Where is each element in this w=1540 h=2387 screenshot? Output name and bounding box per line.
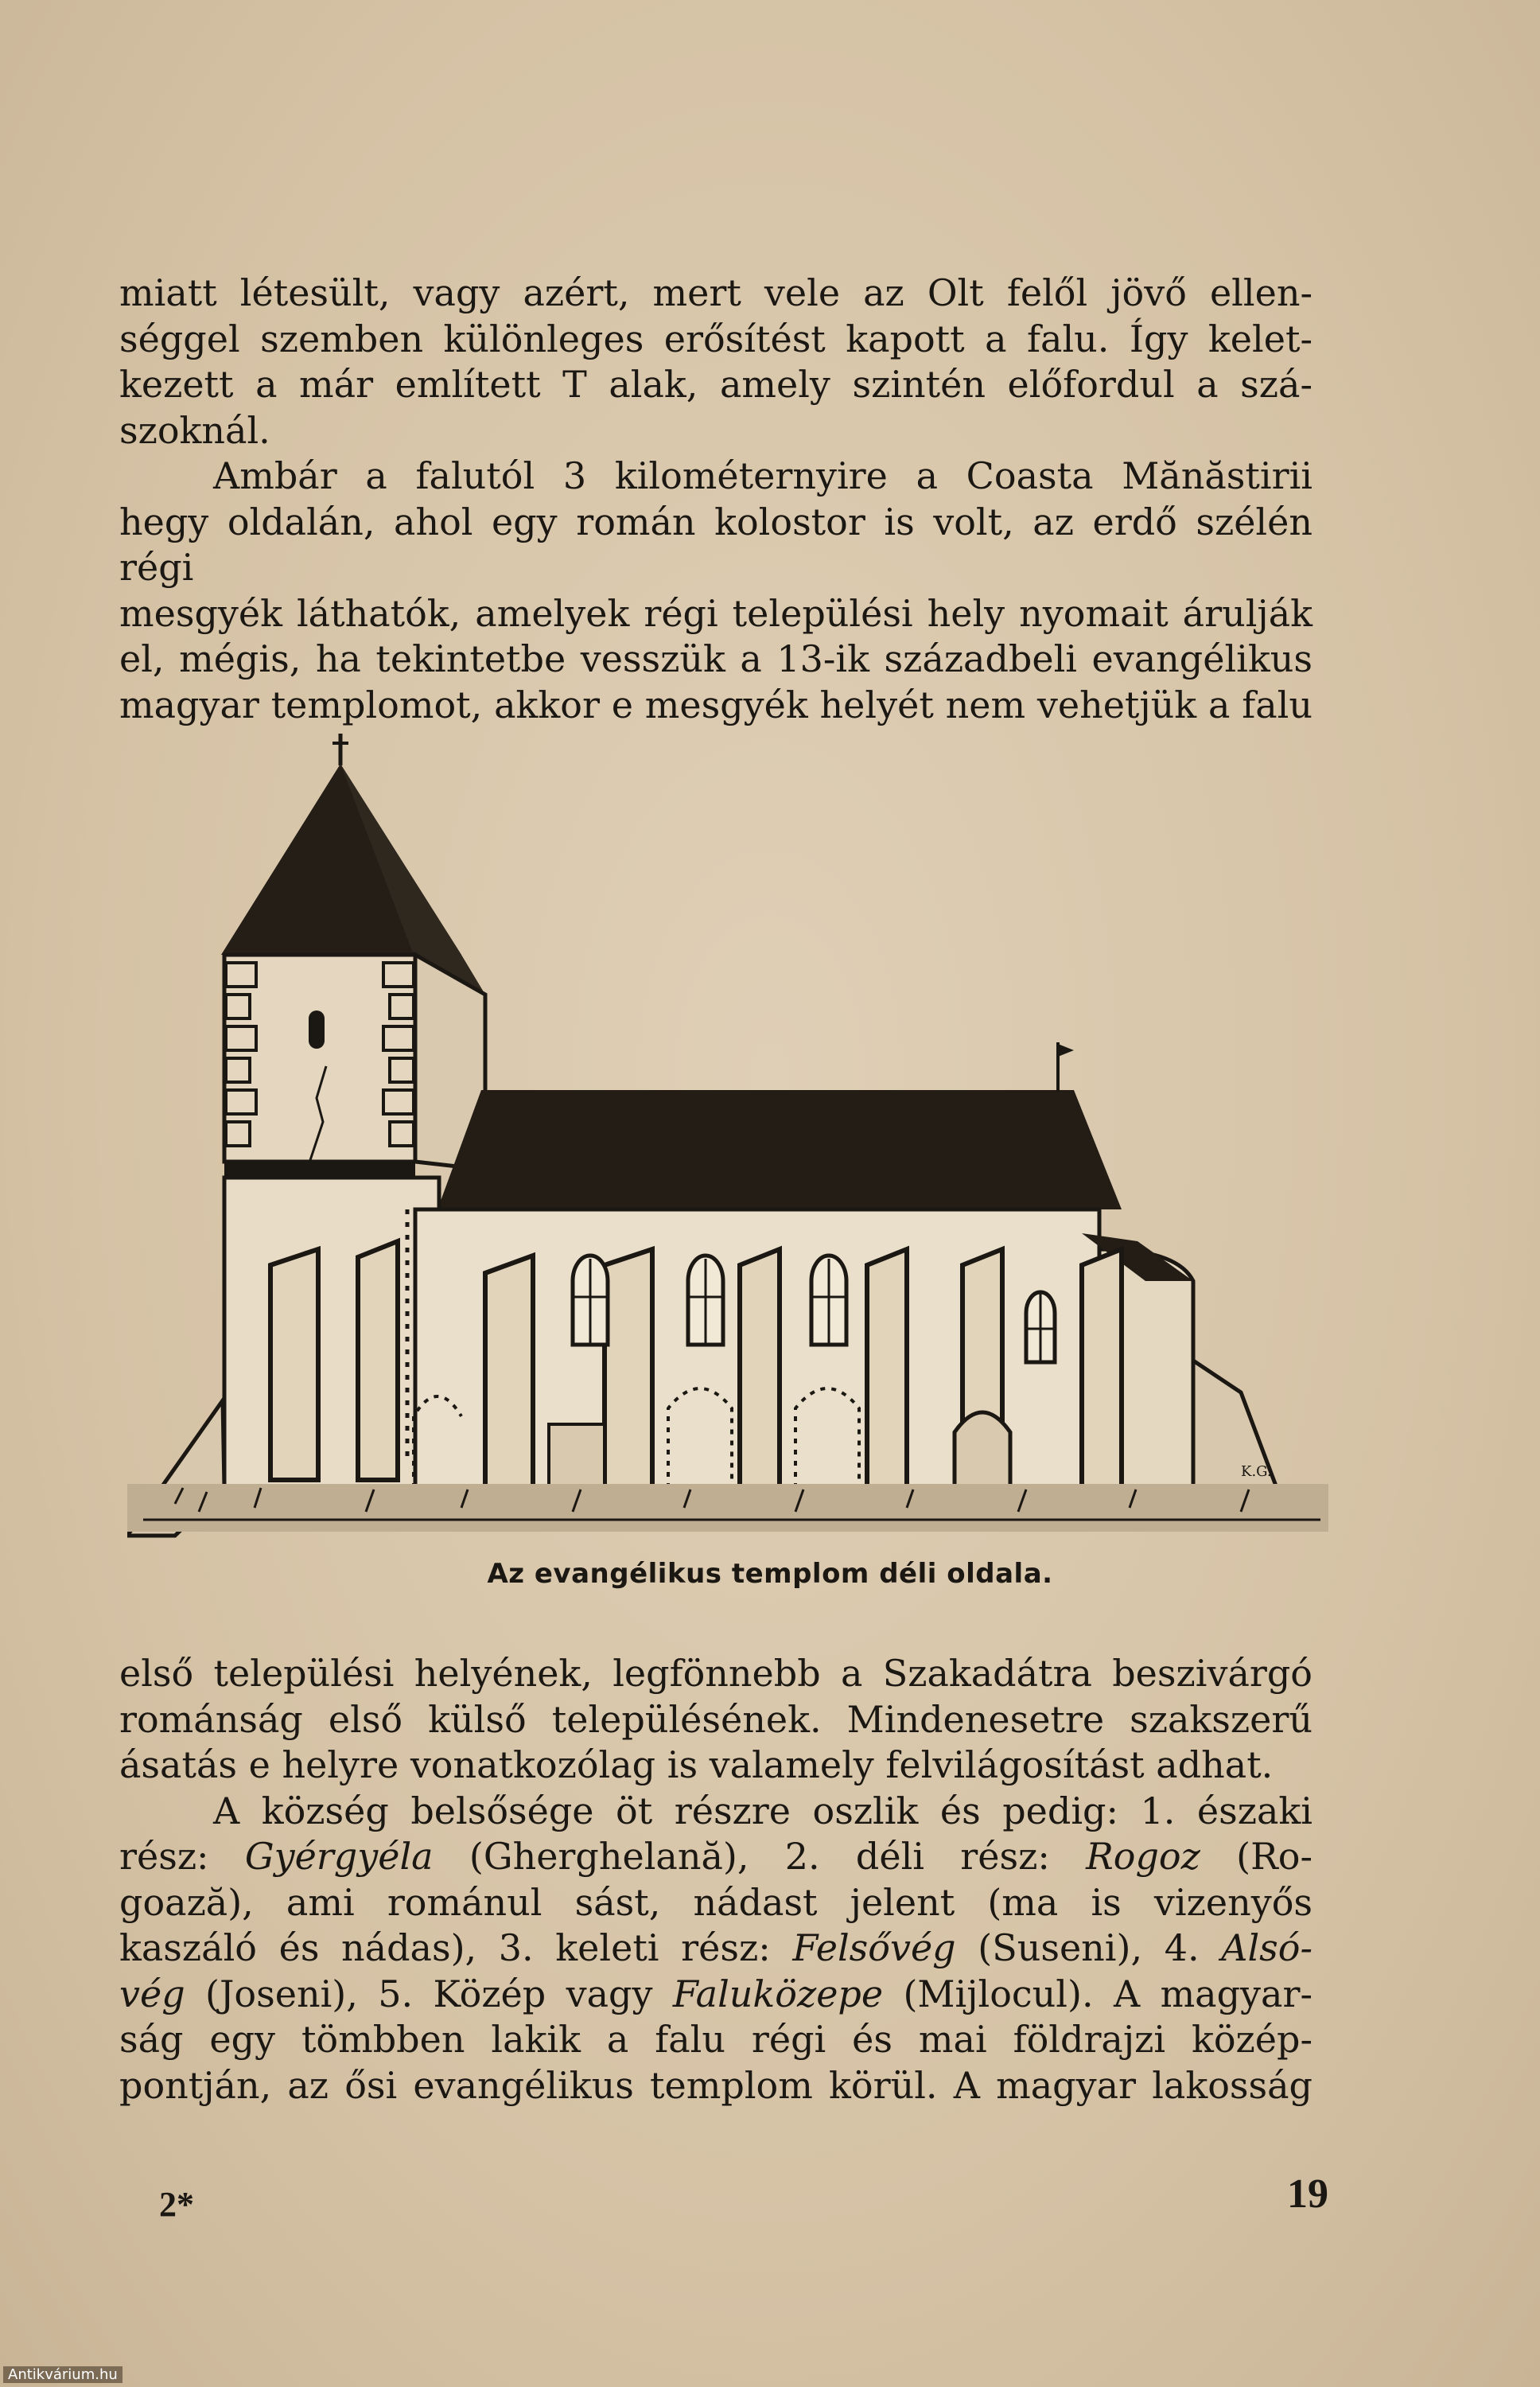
text-line: kezett a már említett T alak, amely szintén előfordul a szá- xyxy=(119,363,1312,406)
district-name: Faluközepe xyxy=(672,1972,884,2015)
text-span: (Joseni), 5. Közép vagy xyxy=(185,1972,673,2015)
text-line: goază), ami románul sást, nádast jelent (ma is vizenyős xyxy=(119,1880,1312,1924)
bottom-text-block xyxy=(119,1651,1312,2109)
text-line: miatt létesült, vagy azért, mert vele az Olt felől jövő ellen- xyxy=(119,271,1312,314)
watermark: Antikvárium.hu xyxy=(3,2366,122,2383)
text-line: magyar templomot, akkor e mesgyék helyét nem vehetjük a falu xyxy=(119,683,1312,726)
text-span: (Gherghelană), 2. déli rész: xyxy=(433,1835,1087,1878)
text-line xyxy=(119,1926,1312,1972)
text-span: (Ro- xyxy=(1200,1835,1312,1878)
district-name: vég xyxy=(119,1972,185,2015)
church-illustration xyxy=(127,724,1328,1544)
text-line: ásatás e helyre vonatkozólag is valamely felvilágosítást adhat. xyxy=(119,1743,1274,1786)
district-name: Gyérgyéla xyxy=(244,1835,434,1878)
text-span: rész: xyxy=(119,1835,245,1878)
text-line: Ambár a falutól 3 kilométernyire a Coasta Mănăstirii xyxy=(213,454,1312,497)
district-name: Felsővég xyxy=(792,1926,956,1969)
text-line: mesgyék láthatók, amelyek régi települési hely nyomait árulják xyxy=(119,591,1312,635)
artist-mark: K.G. xyxy=(1241,1463,1272,1480)
district-name: Alsó- xyxy=(1221,1926,1312,1969)
text-line: szoknál. xyxy=(119,408,270,452)
text-line: pontján, az ősi evangélikus templom körül. A magyar lakosság xyxy=(119,2063,1312,2107)
text-span: (Mijlocul). A magyar- xyxy=(883,1972,1312,2015)
text-line: A község belsősége öt részre oszlik és pedig: 1. északi xyxy=(213,1789,1312,1832)
top-text-block xyxy=(119,271,1312,728)
text-line: hegy oldalán, ahol egy román kolostor is volt, az erdő szélén régi xyxy=(119,500,1312,589)
text-line: ság egy tömbben lakik a falu régi és mai földrajzi közép- xyxy=(119,2018,1312,2061)
page-number: 19 xyxy=(1287,2171,1328,2217)
text-line: séggel szemben különleges erősítést kapott a falu. Így kelet- xyxy=(119,317,1312,360)
figure-caption: Az evangélikus templom déli oldala. xyxy=(487,1558,1053,1590)
text-span: (Suseni), 4. xyxy=(955,1926,1222,1969)
text-line xyxy=(119,1972,1312,2018)
signature-mark: 2* xyxy=(159,2185,194,2224)
text-line: első települési helyének, legfönnebb a Szakadátra beszivárgó xyxy=(119,1652,1312,1695)
text-span: kaszáló és nádas), 3. keleti rész: xyxy=(119,1926,793,1969)
text-line xyxy=(119,1834,1312,1880)
text-line: el, mégis, ha tekintetbe vesszük a 13-ik századbeli evangélikus xyxy=(119,637,1312,680)
text-line: románság első külső településének. Mindenesetre szakszerű xyxy=(119,1697,1312,1741)
district-name: Rogoz xyxy=(1086,1835,1200,1878)
